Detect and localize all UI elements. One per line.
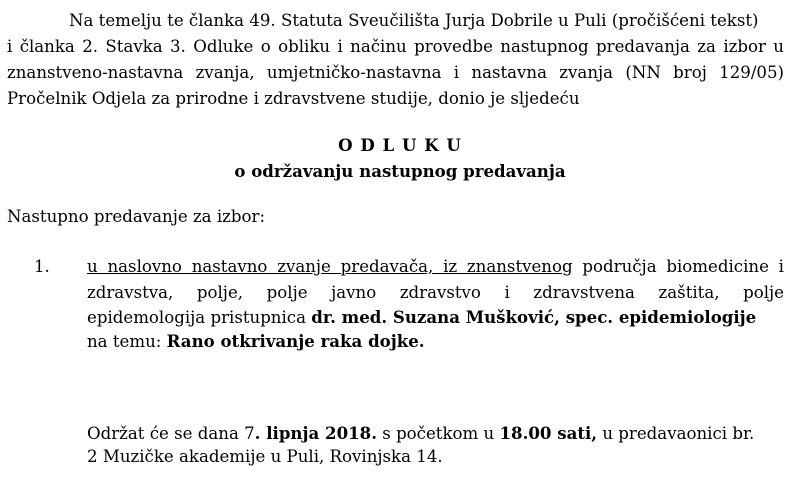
candidate-name: dr. med. Suzana Mušković, spec. epidemiologije <box>311 307 757 327</box>
intro-line-3: znanstveno-nastavna zvanja, umjetničko-nastavna i nastavna zvanja (NN broj 129/05) <box>7 63 784 82</box>
schedule-line-1: Održat će se dana 7. lipnja 2018. s početkom u 18.00 sati, u predavaonici br. <box>87 423 755 443</box>
intro-line-1: Na temelju te članka 49. Statuta Sveučilišta Jurja Dobrile u Puli (pročišćeni tekst) <box>69 11 759 30</box>
item-line-2: zdravstva, polje, polje javno zdravstvo i zdravstvena zaštita, polje <box>87 283 784 302</box>
decision-subtitle: o održavanju nastupnog predavanja <box>234 161 566 181</box>
item-number: 1. <box>34 257 50 276</box>
intro-line-4: Pročelnik Odjela za prirodne i zdravstvene studije, donio je sljedeću <box>7 89 580 108</box>
item-line-3: epidemologija pristupnica dr. med. Suzana Mušković, spec. epidemiologije <box>87 307 757 327</box>
schedule-line-2: 2 Muzičke akademije u Puli, Rovinjska 14. <box>87 447 443 466</box>
lead-text: Nastupno predavanje za izbor: <box>7 207 266 226</box>
lecture-time: 18.00 sati, <box>499 423 598 443</box>
intro-line-2: i članka 2. Stavka 3. Odluke o obliku i načinu provedbe nastupnog predavanja za izbor u <box>7 37 784 56</box>
lecture-date: . lipnja 2018. <box>254 423 377 443</box>
item-line-1: u naslovno nastavno zvanje predavača, iz znanstvenog područja biomedicine i <box>87 257 784 276</box>
decision-title: O D L U K U <box>338 135 462 155</box>
item-line-4: na temu: Rano otkrivanje raka dojke. <box>87 331 425 351</box>
item-position-underlined: u naslovno nastavno zvanje predavača, iz znanstvenog <box>87 257 573 276</box>
lecture-topic: Rano otkrivanje raka dojke. <box>166 331 425 351</box>
